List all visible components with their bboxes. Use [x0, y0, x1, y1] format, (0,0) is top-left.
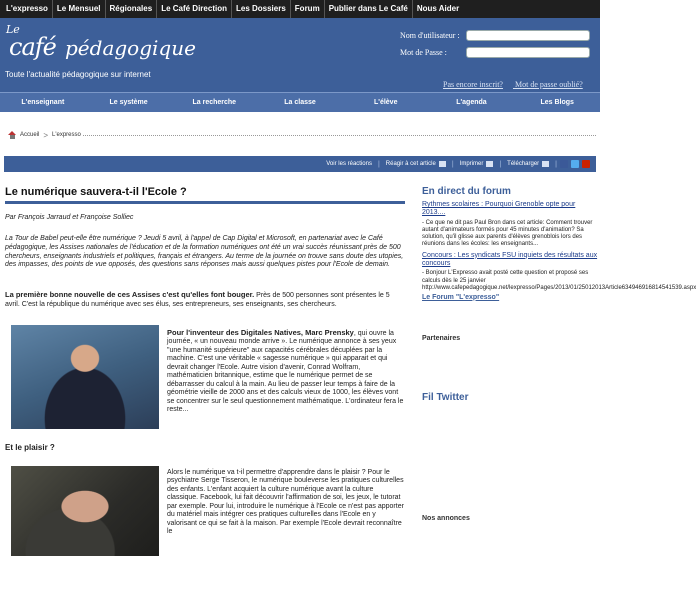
register-link[interactable]: Pas encore inscrit?: [443, 80, 503, 89]
figure-tisseron: [5, 466, 405, 556]
topnav-forum[interactable]: Forum: [291, 0, 325, 18]
topnav-expresso[interactable]: L'expresso: [2, 0, 53, 18]
section-nav: [0, 92, 600, 112]
secnav-recherche[interactable]: La recherche: [192, 99, 237, 106]
forum-item-link[interactable]: Concours : Les syndicats FSU inquiets des résultats aux concours: [422, 251, 598, 267]
title-rule: [5, 201, 405, 204]
secnav-agenda[interactable]: L'agenda: [456, 99, 487, 106]
breadcrumb-separator-icon: >: [43, 130, 49, 140]
forgot-password-link[interactable]: Mot de passe oublié?: [514, 80, 583, 89]
topnav-regionales[interactable]: Régionales: [106, 0, 158, 18]
section-heading: Et le plaisir ?: [5, 442, 55, 452]
figure-text-2: Alors le numérique va t-il permettre d'apprendre dans le plaisir ? Pour le psychiatre Serge Tisseron, le numérique bouleverse les pratiques culturelles des enfants. L'enfant acquiert la culture numérique avant la culture classique. Facebook, lui fait découvrir l'affirmation de soi, les jeux, le tutorat par exemple. Pour lui, introduire le numérique à l'Ecole ce n'est pas apporter du matériel mais intégrer ces pratiques culturelles dans l'Ecole en y valorisant ce qui se fait à la maison. Par exemple l'Ecole devrait reconnaître le: [167, 468, 404, 536]
figure-text: [159, 328, 405, 429]
logo-le: Le: [6, 23, 20, 36]
username-label: Nom d'utilisateur :: [400, 30, 460, 40]
facebook-icon[interactable]: [560, 160, 568, 168]
home-icon[interactable]: [8, 131, 17, 139]
secnav-classe[interactable]: La classe: [284, 99, 316, 106]
breadcrumb-home[interactable]: Accueil: [20, 132, 40, 138]
secnav-eleve[interactable]: L'élève: [374, 99, 398, 106]
article-paragraph: [5, 290, 405, 310]
forum-item-link[interactable]: Rythmes scolaires : Pourquoi Grenoble opte pour 2013....: [422, 201, 576, 217]
logo-cafe: café: [9, 33, 56, 61]
prensky-photo: [11, 325, 159, 429]
sidebar: [422, 186, 696, 522]
article-authors: Par François Jarraud et Françoise Solliec: [5, 214, 134, 221]
site-header: [0, 18, 600, 92]
share-icon[interactable]: [582, 160, 590, 168]
top-nav: [0, 0, 600, 18]
secnav-blogs[interactable]: Les Blogs: [540, 99, 574, 106]
tisseron-photo: [11, 466, 159, 556]
twitter-icon[interactable]: [571, 160, 579, 168]
ads-heading: Nos annonces: [422, 514, 470, 522]
login-form: [400, 28, 595, 89]
separator: |: [499, 160, 502, 168]
breadcrumb: [4, 128, 596, 142]
article-title: Le numérique sauvera-t-il l'Ecole ?: [5, 186, 187, 198]
comment-icon[interactable]: [439, 161, 446, 167]
separator: |: [451, 160, 454, 168]
separator: |: [377, 160, 380, 168]
topnav-dossiers[interactable]: Les Dossiers: [232, 0, 291, 18]
printer-icon[interactable]: [486, 161, 493, 167]
forum-item-excerpt: - Ce que ne dit pas Paul Bron dans cet article: Comment trouver autant d'animateurs formés pour 45 minutes d'animation? Sa solution, qu'il glisse aux parents d'élèves grenoblois lors des réunions dans les écoles: les enseignants...: [422, 219, 593, 248]
topnav-direction[interactable]: Le Café Direction: [157, 0, 232, 18]
figure-body: , qui ouvre la journée, « un nouveau monde arrive ». Le numérique annonce à ses yeux "une humanité supérieure" aux capacités cérébrales décuplées par la machine. C'est une véritable « sagesse numérique » qui apparait et qui devrait changer l'Ecole. Autre vision d'avenir, Conrad Wolfram, mathématicien britannique, estime que le numérique permet de se débarrasser du calcul à la main. Au lieu de passer leur temps à faire de la géométrie vieille de 2000 ans et des calculs vieux de 1000, les élèves vont se concentrer sur le seul questionnement mathématique. L'ordinateur fera le reste...: [167, 329, 404, 414]
react-link[interactable]: Réagir à cet article: [385, 161, 436, 167]
download-link[interactable]: Télécharger: [507, 161, 540, 167]
article-intro: La Tour de Babel peut-elle être numérique ? Jeudi 5 avril, à l'appel de Cap Digital et Microsoft, en partenariat avec le Café pédagogique, les Assises nationales de l'éducation et de la formation numériques ont été un vrai succès réunissant près de 500 chercheurs, enseignants industriels et politiques, français et étrangers. Au terme de la journée on trouve sans doute des utopies, des impasses, des points de vue opposés, des questions sans réponses mais aussi quelques pistes pour l'Ecole de demain.: [5, 235, 404, 269]
forum-footer-link[interactable]: Le Forum "L'expresso": [422, 293, 500, 301]
view-reactions-link[interactable]: Voir les réactions: [326, 161, 372, 167]
print-link[interactable]: Imprimer: [459, 161, 484, 167]
secnav-enseignant[interactable]: L'enseignant: [21, 99, 65, 106]
password-label: Mot de Passe :: [400, 47, 447, 57]
username-input[interactable]: [466, 30, 590, 41]
breadcrumb-current[interactable]: L'expresso: [52, 132, 81, 138]
forum-item: [422, 201, 598, 249]
forum-title: En direct du forum: [422, 186, 511, 197]
logo-pedagogique: pédagogique: [65, 36, 196, 60]
download-icon[interactable]: [542, 161, 549, 167]
article: [5, 186, 405, 556]
breadcrumb-divider: [83, 135, 596, 136]
figure-prensky: [5, 325, 405, 429]
twitter-heading: Fil Twitter: [422, 391, 469, 403]
paragraph-text: Près de 500 personnes sont présentes le 5 avril. C'est la république du numérique avec ses élus, ses entrepreneurs, ses enseignants, ses chercheurs.: [5, 292, 390, 308]
site-tagline: Toute l'actualité pédagogique sur internet: [5, 70, 151, 79]
forum-item: [422, 251, 696, 292]
topnav-publier[interactable]: Publier dans Le Café: [325, 0, 413, 18]
article-action-bar: [4, 156, 596, 172]
paragraph-lead: La première bonne nouvelle de ces Assises c'est qu'elles font bouger.: [5, 290, 255, 299]
password-input[interactable]: [466, 47, 590, 58]
secnav-systeme[interactable]: Le système: [109, 99, 148, 106]
topnav-aider[interactable]: Nous Aider: [416, 4, 460, 13]
partners-heading: Partenaires: [422, 334, 461, 342]
forum-item-excerpt: - Bonjour L'Expresso avait posté cette question et proposé ses calculs dès le 25 janvier http://www.cafepedagogique.net/lexpresso/Pages/2013/01/25012013Article634946916814541539.aspx: [422, 270, 696, 291]
topnav-mensuel[interactable]: Le Mensuel: [53, 0, 106, 18]
separator: |: [555, 160, 557, 168]
figure-lead: Pour l'inventeur des Digitales Natives, Marc Prensky: [167, 327, 354, 337]
